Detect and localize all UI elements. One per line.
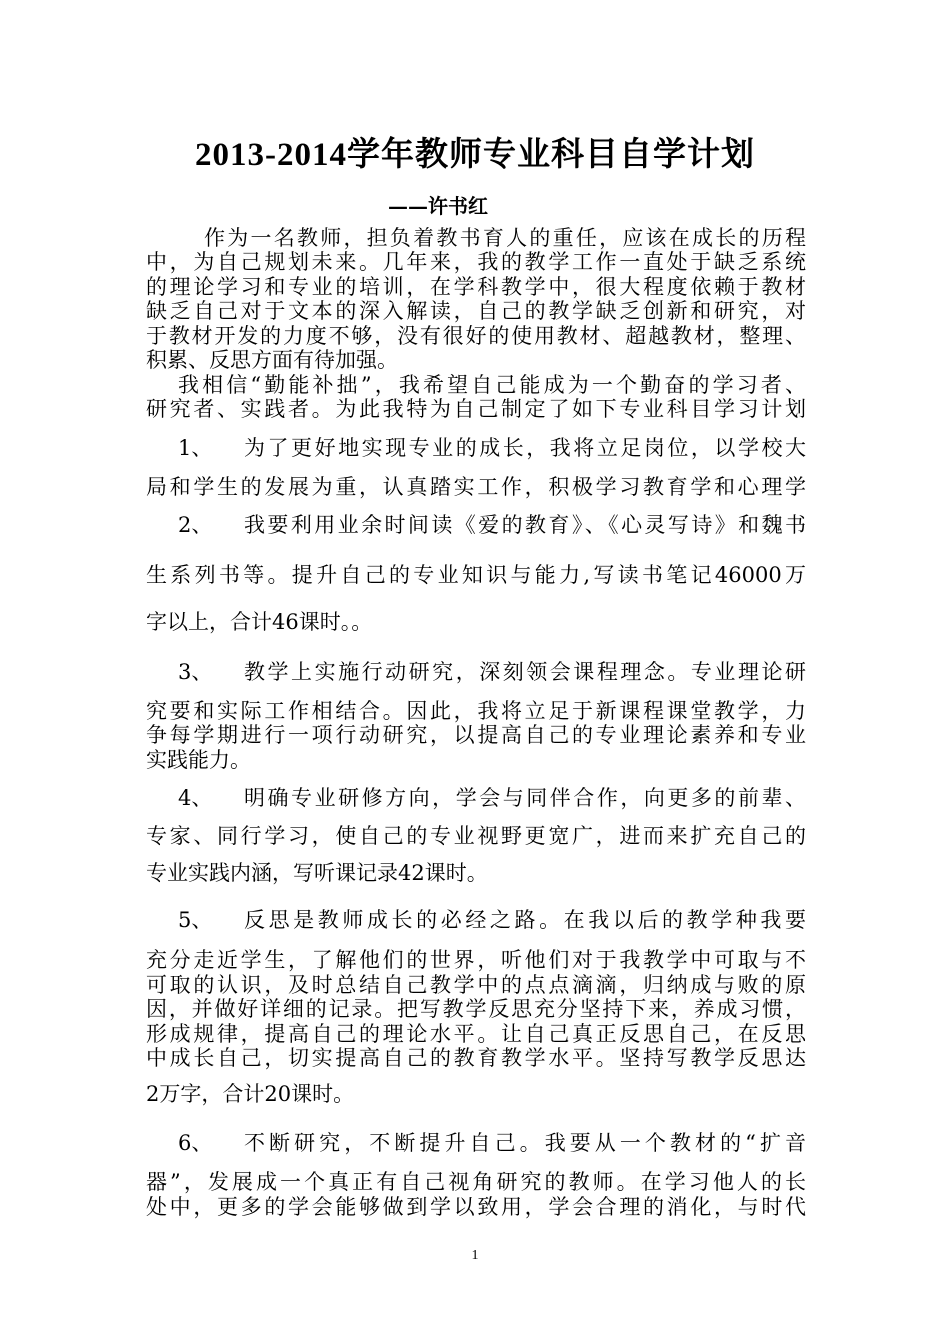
plan-item-5-line: 中成长自己，切实提高自己的教育教学水平。坚持写教学反思达	[146, 1046, 806, 1070]
intro-line: 的理论学习和专业的培训，在学科教学中，很大程度依赖于教材	[146, 275, 806, 299]
plan-item-5-line: 充分走近学生，了解他们的世界，听他们对于我教学中可取与不	[146, 948, 806, 972]
intro-line: 我相信“勤能补拙”，我希望自己能成为一个勤奋的学习者、	[178, 373, 806, 397]
plan-item-3-line: 争每学期进行一项行动研究，以提高自己的专业理论素养和专业	[146, 723, 806, 747]
plan-item-6-first-line	[146, 1131, 806, 1155]
plan-item-5-line: 形成规律，提高自己的理论水平。让自己真正反思自己，在反思	[146, 1022, 806, 1046]
plan-item-3-line: 实践能力。	[146, 748, 251, 772]
plan-item-6-line: 器”，发展成一个真正有自己视角研究的教师。在学习他人的长	[146, 1170, 806, 1194]
intro-line: 作为一名教师，担负着教书育人的重任，应该在成长的历程	[204, 226, 806, 250]
item-number: 6、	[178, 1131, 213, 1155]
plan-item-5-first-line	[146, 908, 806, 932]
plan-item-5-line: 因，并做好详细的记录。把写教学反思充分坚持下来，养成习惯，	[146, 997, 806, 1021]
intro-line: 中，为自己规划未来。几年来，我的教学工作一直处于缺乏系统	[146, 250, 806, 274]
item-text: 为了更好地实现专业的成长，我将立足岗位，以学校大	[244, 436, 806, 460]
item-number: 3、	[178, 660, 213, 684]
item-text: 不断研究，不断提升自己。我要从一个教材的“扩音	[244, 1131, 806, 1155]
plan-item-3-line: 究要和实际工作相结合。因此，我将立足于新课程课堂教学，力	[146, 699, 806, 723]
intro-line: 研究者、实践者。为此我特为自己制定了如下专业科目学习计划	[146, 397, 806, 421]
page-number: 1	[471, 1248, 479, 1263]
intro-line: 于教材开发的力度不够，没有很好的使用教材、超越教材，整理、	[146, 324, 806, 348]
item-text: 反思是教师成长的必经之路。在我以后的教学种我要	[244, 908, 806, 932]
item-number: 2、	[178, 513, 213, 537]
plan-item-2-line: 字以上，合计46课时。。	[146, 610, 373, 634]
item-text: 我要利用业余时间读《爱的教育》、《心灵写诗》和魏书	[244, 513, 806, 537]
item-number: 1、	[178, 436, 213, 460]
plan-item-6-line: 处中，更多的学会能够做到学以致用，学会合理的消化，与时代	[146, 1195, 806, 1219]
document-title: 2013-2014学年教师专业科目自学计划	[195, 137, 755, 173]
plan-item-4-first-line	[146, 786, 806, 810]
plan-item-2-line: 生系列书等。提升自己的专业知识与能力,写读书笔记46000万	[146, 563, 806, 587]
plan-item-5-line: 2万字，合计20课时。	[146, 1082, 355, 1106]
item-number: 5、	[178, 908, 213, 932]
plan-item-4-line: 专业实践内涵，写听课记录42课时。	[146, 861, 488, 885]
plan-item-3-first-line	[146, 660, 806, 684]
item-number: 4、	[178, 786, 213, 810]
plan-item-4-line: 专家、同行学习，使自己的专业视野更宽广，进而来扩充自己的	[146, 824, 806, 848]
plan-item-1-first-line	[146, 436, 806, 460]
intro-line: 缺乏自己对于文本的深入解读，自己的教学缺乏创新和研究，对	[146, 299, 806, 323]
item-text: 教学上实施行动研究，深刻领会课程理念。专业理论研	[244, 660, 806, 684]
plan-item-5-line: 可取的认识，及时总结自己教学中的点点滴滴，归纳成与败的原	[146, 973, 806, 997]
plan-item-2-first-line	[146, 513, 806, 537]
plan-item-1-line: 局和学生的发展为重，认真踏实工作，积极学习教育学和心理学	[146, 475, 806, 499]
intro-line: 积累、反思方面有待加强。	[146, 348, 398, 372]
item-text: 明确专业研修方向，学会与同伴合作，向更多的前辈、	[244, 786, 806, 810]
author-line: ——许书红	[388, 194, 488, 218]
